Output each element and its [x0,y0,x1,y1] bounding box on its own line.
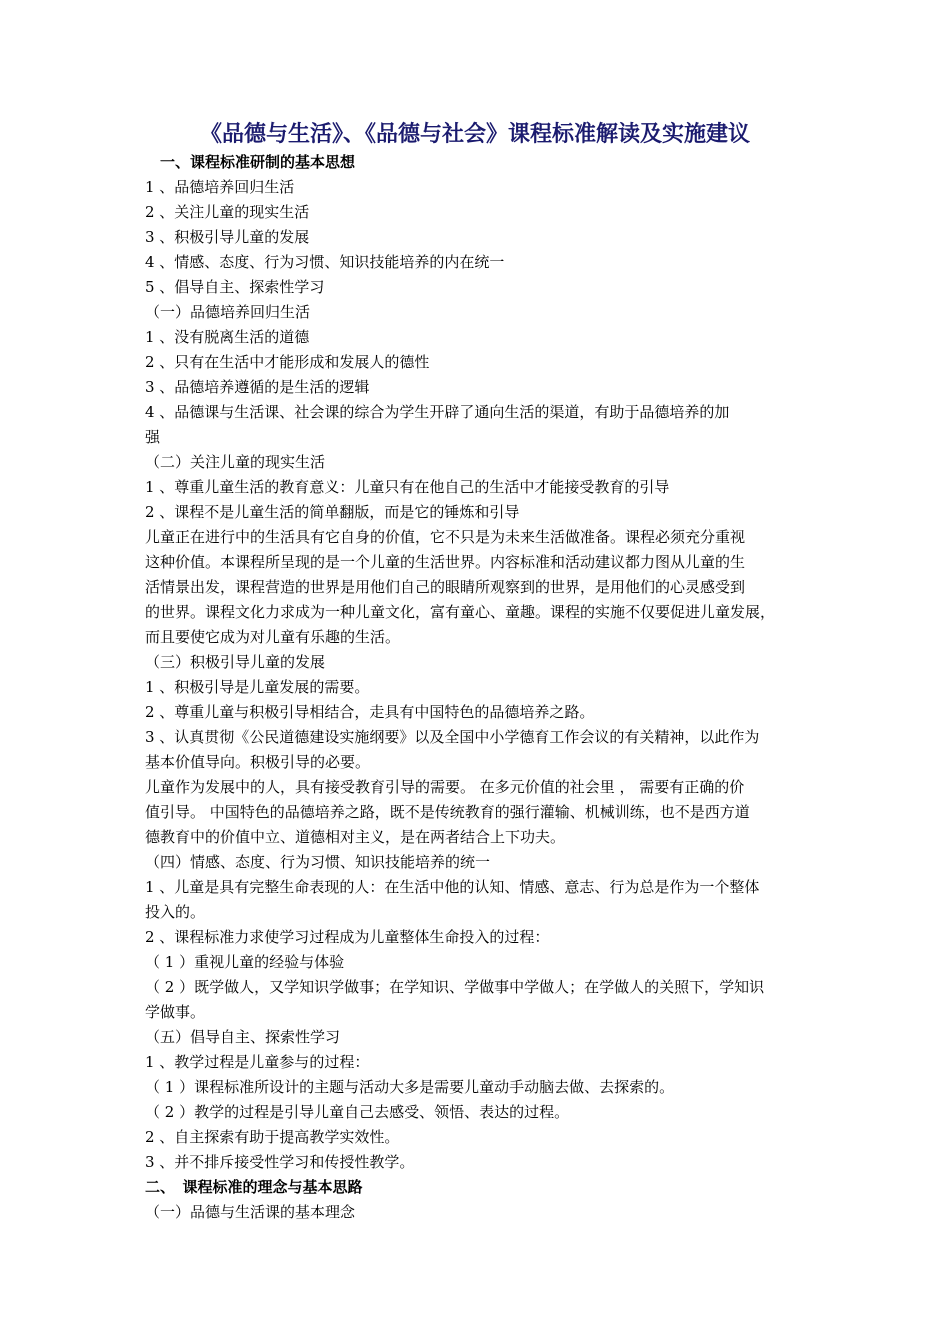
subsection-heading: （一）品德培养回归生活 [145,303,311,321]
subsection-heading: （三）积极引导儿童的发展 [145,653,326,671]
text-line: 基本价值导向。积极引导的必要。 [145,753,371,771]
text-line: （ 1 ）课程标准所设计的主题与活动大多是需要儿童动手动脑去做、去探索的。 [145,1078,675,1096]
text-line: （ 1 ）重视儿童的经验与体验 [145,953,345,971]
subsection-heading: （二）关注儿童的现实生活 [145,453,326,471]
document-title: 《品德与生活》、《品德与社会》课程标准解读及实施建议 [199,122,750,147]
text-line: （ 2 ）既学做人，又学知识学做事；在学知识、学做事中学做人；在学做人的关照下，学知识 [145,978,765,996]
text-line: 1 、积极引导是儿童发展的需要。 [145,678,370,696]
section-heading-1: 一、课程标准研制的基本思想 [160,153,356,171]
text-line: 5 、倡导自主、探索性学习 [145,278,325,296]
text-line: 4 、品德课与生活课、社会课的综合为学生开辟了通向生活的渠道，有助于品德培养的加 [145,403,730,421]
paragraph-line: 而且要使它成为对儿童有乐趣的生活。 [145,628,401,646]
section-heading-2: 二、 课程标准的理念与基本思路 [145,1178,363,1196]
paragraph-line: 值引导。 中国特色的品德培养之路，既不是传统教育的强行灌输、机械训练，也不是西方道 [145,803,750,821]
text-line: 1 、品德培养回归生活 [145,178,295,196]
text-line: （ 2 ）教学的过程是引导儿童自己去感受、领悟、表达的过程。 [145,1103,570,1121]
text-line: 1 、儿童是具有完整生命表现的人：在生活中他的认知、情感、意志、行为总是作为一个整体 [145,878,760,896]
subsection-heading: （四）情感、态度、行为习惯、知识技能培养的统一 [145,853,491,871]
text-line: 3 、积极引导儿童的发展 [145,228,310,246]
text-line: 2 、课程不是儿童生活的简单翻版，而是它的锤炼和引导 [145,503,520,521]
text-line: 1 、没有脱离生活的道德 [145,328,310,346]
subsection-heading: （一）品德与生活课的基本理念 [145,1203,356,1221]
text-line: 2 、关注儿童的现实生活 [145,203,310,221]
text-line: 3 、并不排斥接受性学习和传授性教学。 [145,1153,415,1171]
text-line: 2 、课程标准力求使学习过程成为儿童整体生命投入的过程： [145,928,550,946]
text-line: 学做事。 [145,1003,206,1021]
paragraph-line: 儿童作为发展中的人，具有接受教育引导的需要。 在多元价值的社会里 ， 需要有正确的价 [145,778,745,796]
text-line: 1 、教学过程是儿童参与的过程： [145,1053,370,1071]
text-line: 强 [145,428,161,446]
text-line: 3 、品德培养遵循的是生活的逻辑 [145,378,370,396]
paragraph-line: 儿童正在进行中的生活具有它自身的价值，它不只是为未来生活做准备。课程必须充分重视 [145,528,746,546]
text-line: 1 、尊重儿童生活的教育意义：儿童只有在他自己的生活中才能接受教育的引导 [145,478,670,496]
text-line: 投入的。 [145,903,206,921]
text-line: 4 、情感、态度、行为习惯、知识技能培养的内在统一 [145,253,505,271]
paragraph-line: 活情景出发，课程营造的世界是用他们自己的眼睛所观察到的世界，是用他们的心灵感受到 [145,578,746,596]
text-line: 2 、只有在生活中才能形成和发展人的德性 [145,353,430,371]
subsection-heading: （五）倡导自主、探索性学习 [145,1028,341,1046]
paragraph-line: 的世界。课程文化力求成为一种儿童文化，富有童心、童趣。课程的实施不仅要促进儿童发展， [145,603,776,621]
text-line: 2 、自主探索有助于提高教学实效性。 [145,1128,400,1146]
paragraph-line: 这种价值。本课程所呈现的是一个儿童的生活世界。内容标准和活动建议都力图从儿童的生 [145,553,746,571]
paragraph-line: 德教育中的价值中立、道德相对主义，是在两者结合上下功夫。 [145,828,566,846]
text-line: 2 、尊重儿童与积极引导相结合，走具有中国特色的品德培养之路。 [145,703,595,721]
text-line: 3 、认真贯彻《公民道德建设实施纲要》以及全国中小学德育工作会议的有关精神，以此作为 [145,728,760,746]
